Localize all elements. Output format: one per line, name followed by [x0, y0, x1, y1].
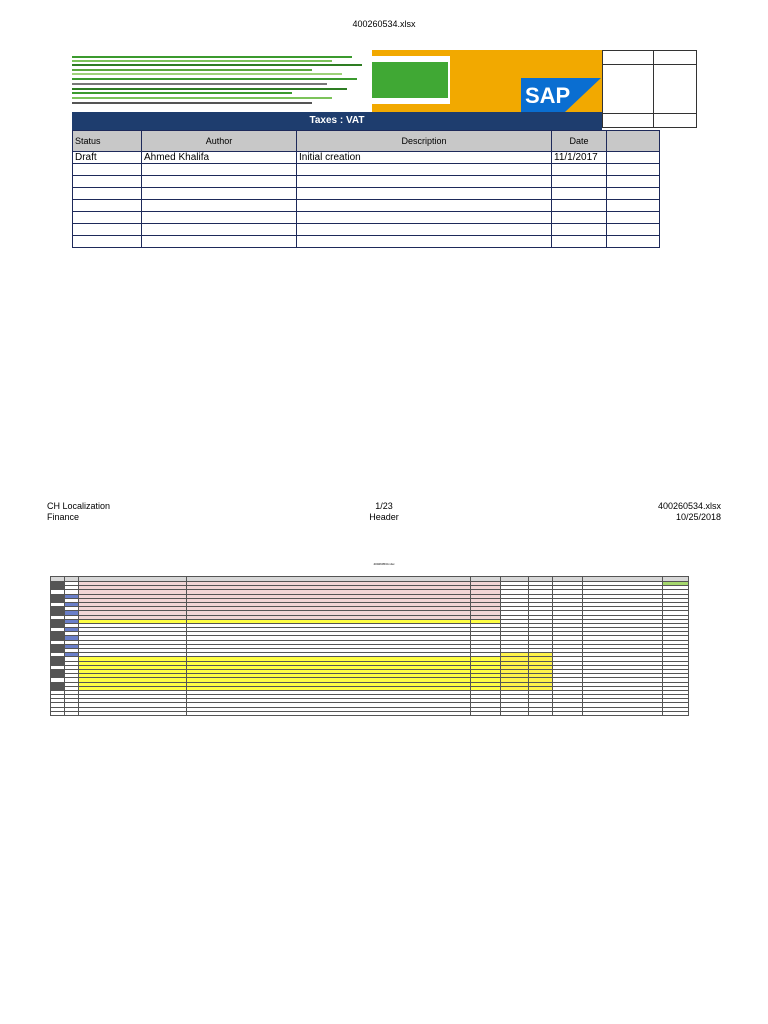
footer-right: [658, 501, 721, 523]
change-log-cell: [142, 164, 297, 176]
footer-date: 10/25/2018: [675, 512, 721, 522]
change-log-cell: [607, 200, 660, 212]
change-log-cell: [297, 212, 552, 224]
change-log-row: [73, 188, 660, 200]
change-log-cell: [607, 164, 660, 176]
change-log-cell: [552, 224, 607, 236]
config-cell: [79, 711, 187, 715]
config-cell: [65, 711, 79, 715]
change-log-cell: [142, 224, 297, 236]
config-row: [51, 711, 689, 715]
change-log-cell: [142, 236, 297, 248]
config-cell: [529, 711, 553, 715]
change-log-row: [73, 212, 660, 224]
change-log-cell: [552, 200, 607, 212]
change-log-cell: [142, 212, 297, 224]
footer-page-number: 1/23: [375, 501, 393, 511]
config-cell: [51, 711, 65, 715]
change-log-cell: [297, 164, 552, 176]
revision-grid: [602, 50, 697, 128]
change-log-cell: [607, 212, 660, 224]
change-log-row: [73, 176, 660, 188]
change-log-row: [73, 236, 660, 248]
footer-sheet-name: Header: [369, 512, 399, 522]
change-log-cell: [142, 188, 297, 200]
change-log-cell: [607, 152, 660, 164]
change-log-cell: 11/1/2017: [552, 152, 607, 164]
change-log-cell: [297, 224, 552, 236]
change-log-cell: [142, 176, 297, 188]
document-title: 400260534.xlsx: [352, 19, 416, 29]
config-cell: [187, 711, 471, 715]
config-cell: [471, 711, 501, 715]
change-log-table: [72, 130, 660, 248]
change-log-row: [73, 152, 660, 164]
change-log-cell: [552, 176, 607, 188]
header-extra: [607, 131, 660, 152]
change-log-cell: [552, 236, 607, 248]
change-log-cell: [73, 176, 142, 188]
change-log-cell: Draft: [73, 152, 142, 164]
change-log-cell: [552, 188, 607, 200]
change-log-cell: [607, 188, 660, 200]
change-log-cell: [73, 212, 142, 224]
change-log-row: [73, 200, 660, 212]
config-cell: [553, 711, 583, 715]
change-log-cell: [607, 224, 660, 236]
config-overview-table: [50, 576, 689, 716]
change-log-row: [73, 224, 660, 236]
change-log-cell: [607, 236, 660, 248]
change-log-cell: [73, 200, 142, 212]
header-author: Author: [142, 131, 297, 152]
change-log-cell: [73, 188, 142, 200]
change-log-cell: [73, 236, 142, 248]
footer-area: Finance: [47, 512, 80, 522]
change-log-cell: [552, 164, 607, 176]
svg-text:SAP: SAP: [525, 83, 571, 108]
config-cell: [583, 711, 663, 715]
banner-graphic: [72, 50, 372, 112]
sap-logo: [521, 78, 601, 112]
page2-title: 400260534.xlsx: [373, 562, 395, 566]
config-cell: [663, 711, 689, 715]
change-log-cell: [297, 176, 552, 188]
change-log-cell: [142, 200, 297, 212]
footer-file-name: 400260534.xlsx: [657, 501, 721, 511]
header-status: Status: [73, 131, 142, 152]
change-log-row: [73, 164, 660, 176]
change-log-cell: [607, 176, 660, 188]
change-log-cell: [73, 164, 142, 176]
section-title: Taxes : VAT: [72, 112, 602, 130]
header-date: Date: [552, 131, 607, 152]
change-log-cell: Initial creation: [297, 152, 552, 164]
footer-center: [0, 501, 768, 523]
change-log-cell: [297, 200, 552, 212]
change-log-cell: [297, 188, 552, 200]
config-cell: [501, 711, 529, 715]
change-log-cell: Ahmed Khalifa: [142, 152, 297, 164]
change-log-cell: [73, 224, 142, 236]
change-log-cell: [297, 236, 552, 248]
footer-project: CH Localization: [47, 501, 111, 511]
change-log-cell: [552, 212, 607, 224]
header-description: Description: [297, 131, 552, 152]
